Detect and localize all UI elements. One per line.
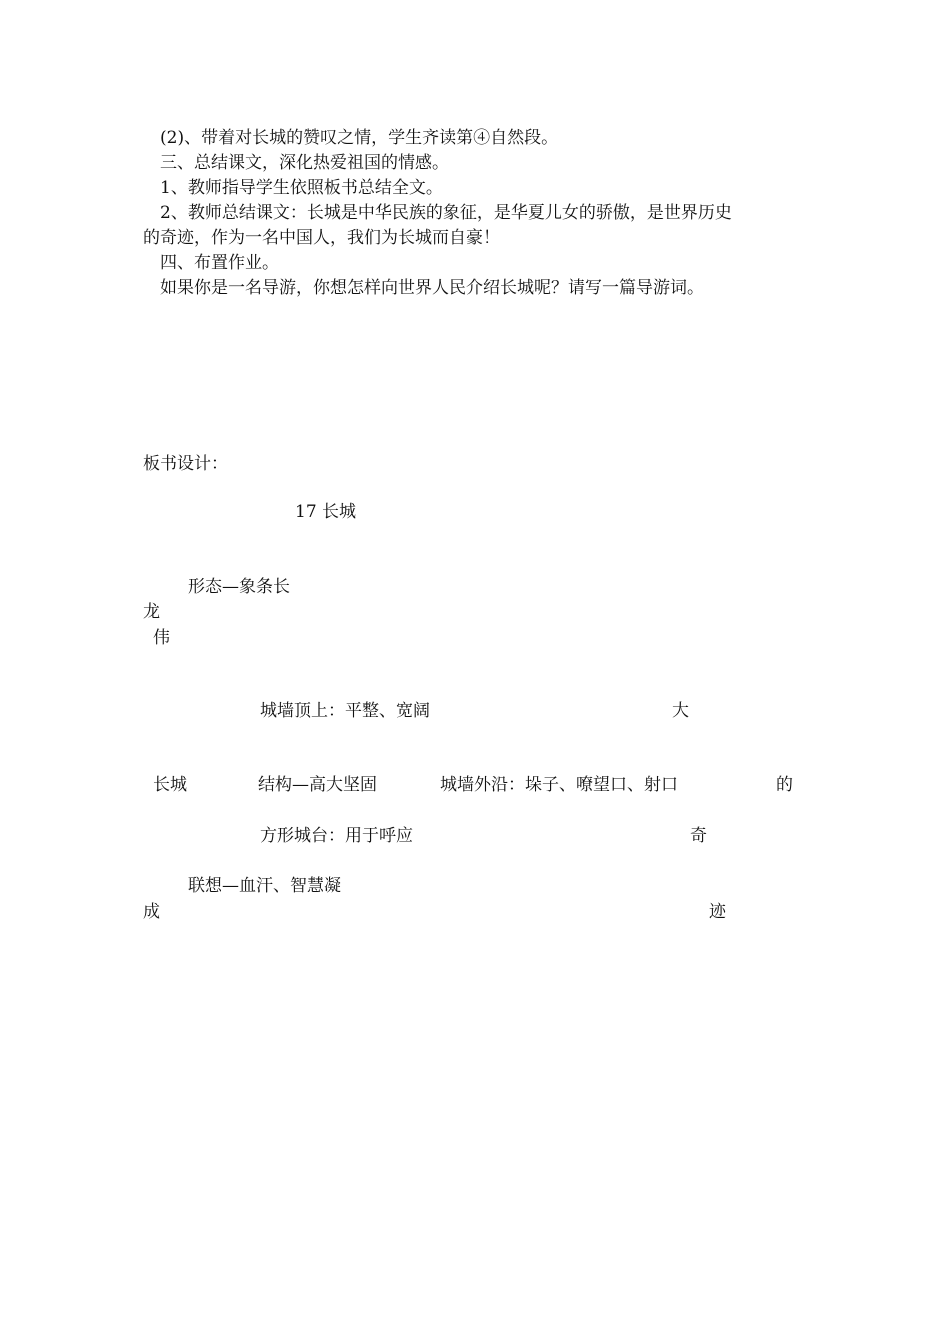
board-char-qi: 奇 (690, 826, 707, 846)
board-char-de: 的 (776, 775, 793, 795)
board-association: 联想—血汗、智慧凝 (188, 876, 341, 896)
board-structure: 结构—高大坚固 (258, 775, 377, 795)
board-char-da: 大 (672, 701, 689, 721)
homework-text: 如果你是一名导游，你想怎样向世界人民介绍长城呢？请写一篇导游词。 (160, 278, 704, 298)
section-three-heading: 三、总结课文，深化热爱祖国的情感。 (160, 153, 449, 173)
board-title: 17 长城 (295, 502, 357, 522)
lesson-step-conclusion-cont: 的奇迹，作为一名中国人，我们为长城而自豪！ (143, 228, 500, 248)
board-wall-edge: 城墙外沿：垛子、嘹望口、射口 (440, 775, 678, 795)
board-association-wrap: 成 (143, 902, 160, 922)
lesson-step-summary: 1、教师指导学生依照板书总结全文。 (160, 178, 443, 198)
board-char-wei: 伟 (153, 628, 170, 648)
lesson-step-conclusion: 2、教师总结课文：长城是中华民族的象征，是华夏儿女的骄傲，是世界历史 (160, 203, 732, 223)
board-shape-wrap: 龙 (143, 602, 160, 622)
board-wall-top: 城墙顶上：平整、宽阔 (260, 701, 430, 721)
board-root: 长城 (153, 775, 187, 795)
lesson-step-read: (2)、带着对长城的赞叹之情，学生齐读第④自然段。 (160, 128, 559, 148)
board-design-heading: 板书设计： (143, 454, 228, 474)
board-tower: 方形城台：用于呼应 (260, 826, 413, 846)
board-char-ji: 迹 (709, 902, 726, 922)
board-shape: 形态—象条长 (188, 577, 290, 597)
section-four-heading: 四、布置作业。 (160, 253, 279, 273)
